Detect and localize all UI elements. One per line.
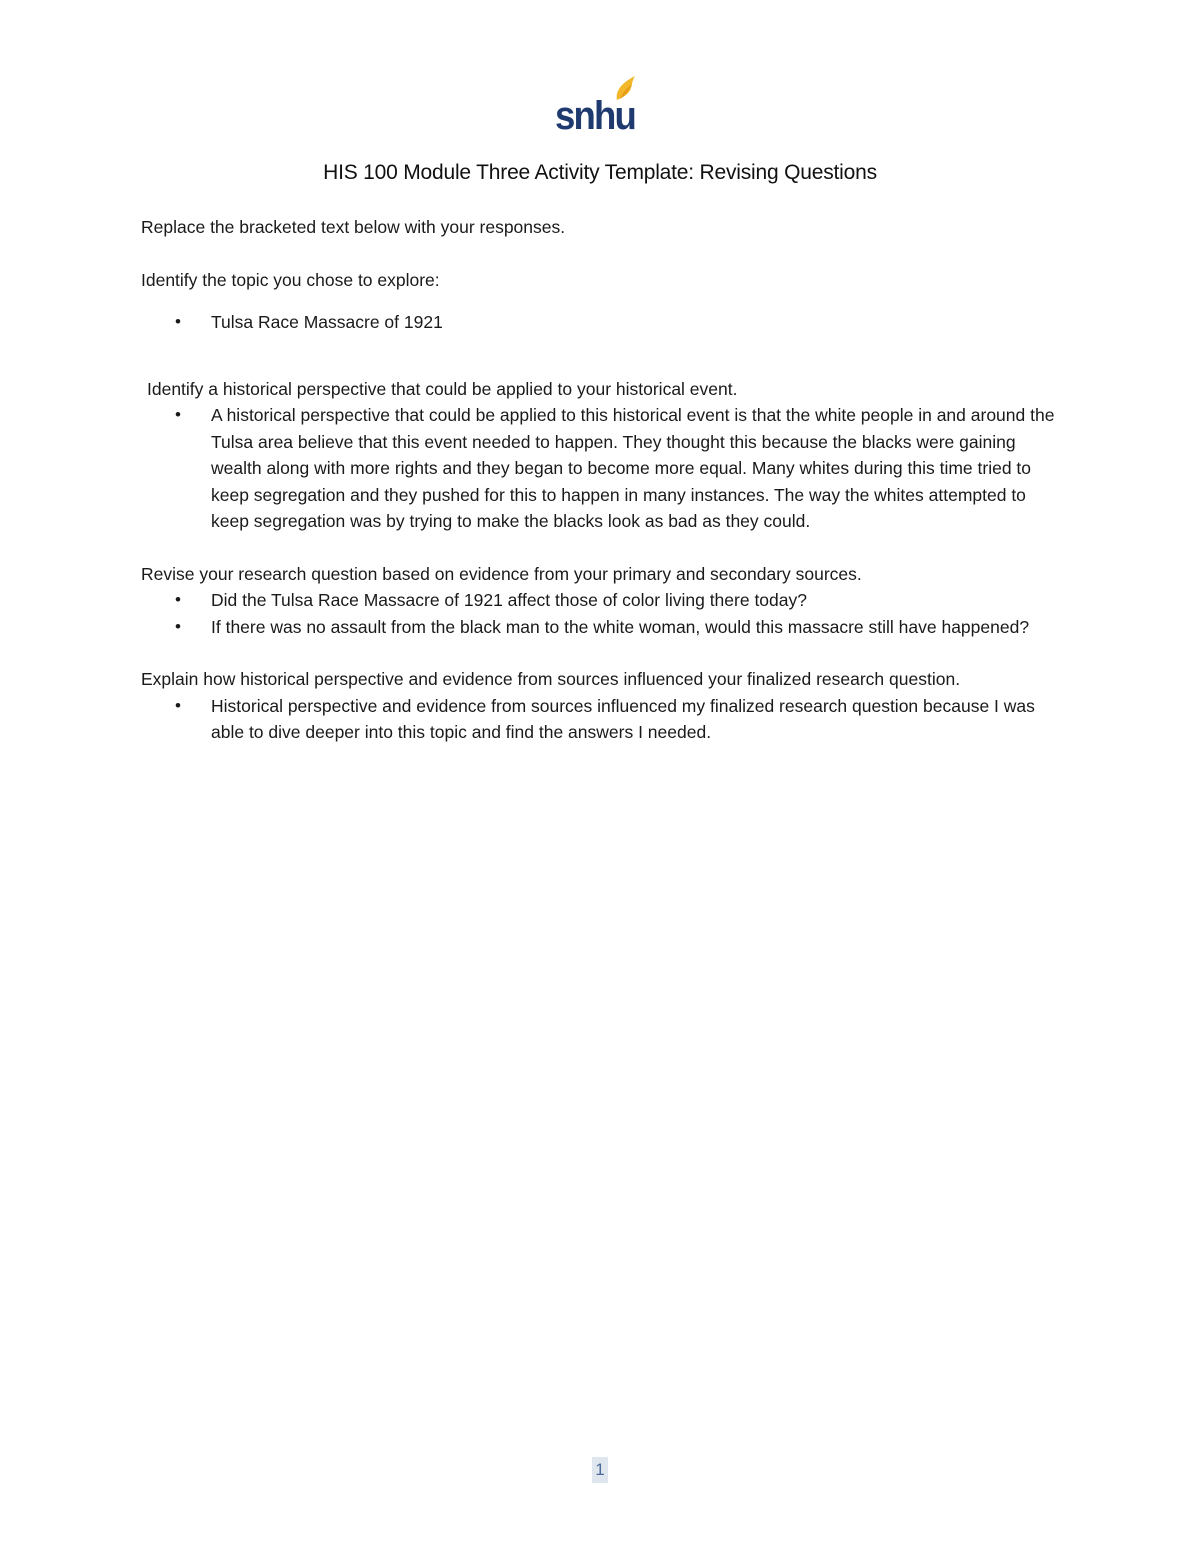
section-2-prompt: Identify a historical perspective that could be applied to your historical event. [147,378,738,399]
instructions-text: Replace the bracketed text below with your responses. [141,217,566,237]
list-item [141,402,1061,535]
list-item [141,693,1061,746]
bullet-icon: • [175,405,181,424]
section-4-answers [141,693,1061,746]
document-body [141,214,1061,746]
document-title: HIS 100 Module Three Activity Template: Revising Questions [323,161,877,184]
section-1-prompt: Identify the topic you chose to explore: [141,269,440,290]
list-item [141,309,1061,336]
snhu-logo [553,72,643,134]
section-2-answers [141,402,1061,535]
list-item [141,614,1061,641]
section-4-prompt: Explain how historical perspective and evidence from sources influenced your finalized research question. [141,669,961,689]
section-1-answers [141,309,1061,336]
answer-text: A historical perspective that could be applied to this historical event is that the white people in and around the Tulsa area believe that this event needed to happen. They thought this because the blacks were gaining wealth along with more rights and they began to become more equal. Many whites during this time tried to keep segregation and they pushed for this to happen in many instances. The way the whites attempted to keep segregation was by trying to make the blacks look as bad as they could. [211,405,1055,531]
section-3-answers [141,587,1061,640]
section-3-prompt: Revise your research question based on evidence from your primary and secondary sources. [141,563,862,584]
bullet-icon: • [175,616,181,636]
page-number: 1 [592,1457,608,1483]
answer-text: If there was no assault from the black man to the white woman, would this massacre still have happened? [211,616,1030,637]
bullet-icon: • [175,312,181,331]
answer-text: Historical perspective and evidence from sources influenced my finalized research question because I was able to dive deeper into this topic and find the answers I needed. [211,695,1035,742]
list-item [141,587,1061,614]
svg-text:snhu: snhu [555,94,635,134]
bullet-icon: • [175,590,181,609]
bullet-icon: • [175,695,181,715]
answer-text: Did the Tulsa Race Massacre of 1921 affect those of color living there today? [211,590,807,610]
answer-text: Tulsa Race Massacre of 1921 [211,312,443,332]
